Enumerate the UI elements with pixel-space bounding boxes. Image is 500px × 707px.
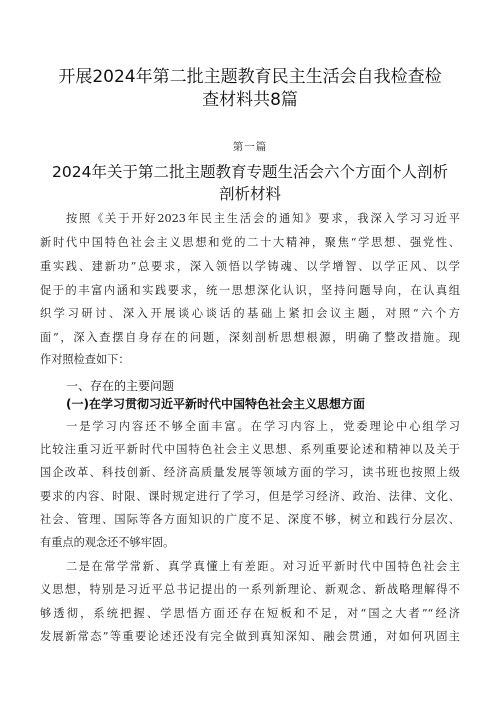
body-line: 义思想，特别是习近平总书记提出的一系列新理论、新观念、新战略理解得不: [40, 583, 460, 596]
body-line: 够透彻，系统把握、学思悟方面还存在短板和不足，对“国之大者”“经济: [40, 607, 460, 620]
body-line: 要求的内容、时限、课时规定进行了学习，但是学习经济、政治、法律、文化、: [40, 490, 460, 503]
part-label: 第一篇: [232, 141, 268, 153]
document-title-line-2: 查材料共8篇: [202, 90, 298, 110]
section-title-line-2: 剖析材料: [218, 185, 281, 203]
intro-line: 促于的丰富内涵和实践要求，统一思想深化认识，坚持问题导向，在认真组: [40, 284, 460, 297]
intro-line: 按照《关于开好2023年民主生活会的通知》要求，我深入学习习近平: [66, 212, 460, 225]
body-line: 社会、管理、国际等各方面知识的广度不足、深度不够，树立和践行分层次、: [40, 513, 460, 526]
document-title-line-1: 开展2024年第二批主题教育民主生活会自我检查检: [58, 67, 442, 87]
body-line: 比较注重习近平新时代中国特色社会主义思想、系列重要论述和精神以及关于: [40, 443, 460, 456]
body-line: 有重点的观念还不够牢固。: [40, 536, 175, 549]
heading-subsection-1: (一)在学习贯彻习近平新时代中国特色社会主义思想方面: [66, 397, 365, 411]
heading-main-problems: 一、存在的主要问题: [66, 379, 175, 393]
section-title-line-1: 2024年关于第二批主题教育专题生活会六个方面个人剖析: [52, 163, 448, 181]
intro-line: 面”，深入查摆自身存在的问题，深刻剖析思想根源，明确了整改措施。现: [40, 331, 460, 344]
body-line: 一是学习内容还不够全面丰富。在学习内容上，党委理论中心组学习: [66, 420, 460, 433]
intro-line: 新时代中国特色社会主义思想和党的二十大精神，聚焦“学思想、强党性、: [40, 236, 460, 249]
body-line: 二是在常学常新、真学真懂上有差距。对习近平新时代中国特色社会主: [66, 560, 460, 573]
body-line: 发展新常态”等重要论述还没有完全做到真知深知、融会贯通，对如何巩固主: [40, 630, 460, 643]
intro-line: 织学习研讨、深入开展谈心谈话的基础上紧扣会议主题，对照“六个方: [40, 307, 460, 320]
body-line: 国企改革、科技创新、经济高质量发展等领域方面的学习，读书班也按照上级: [40, 466, 460, 479]
intro-line: 作对照检查如下：: [40, 353, 130, 366]
intro-line: 重实践、建新功”总要求，深入领悟以学铸魂、以学增智、以学正风、以学: [40, 260, 460, 273]
